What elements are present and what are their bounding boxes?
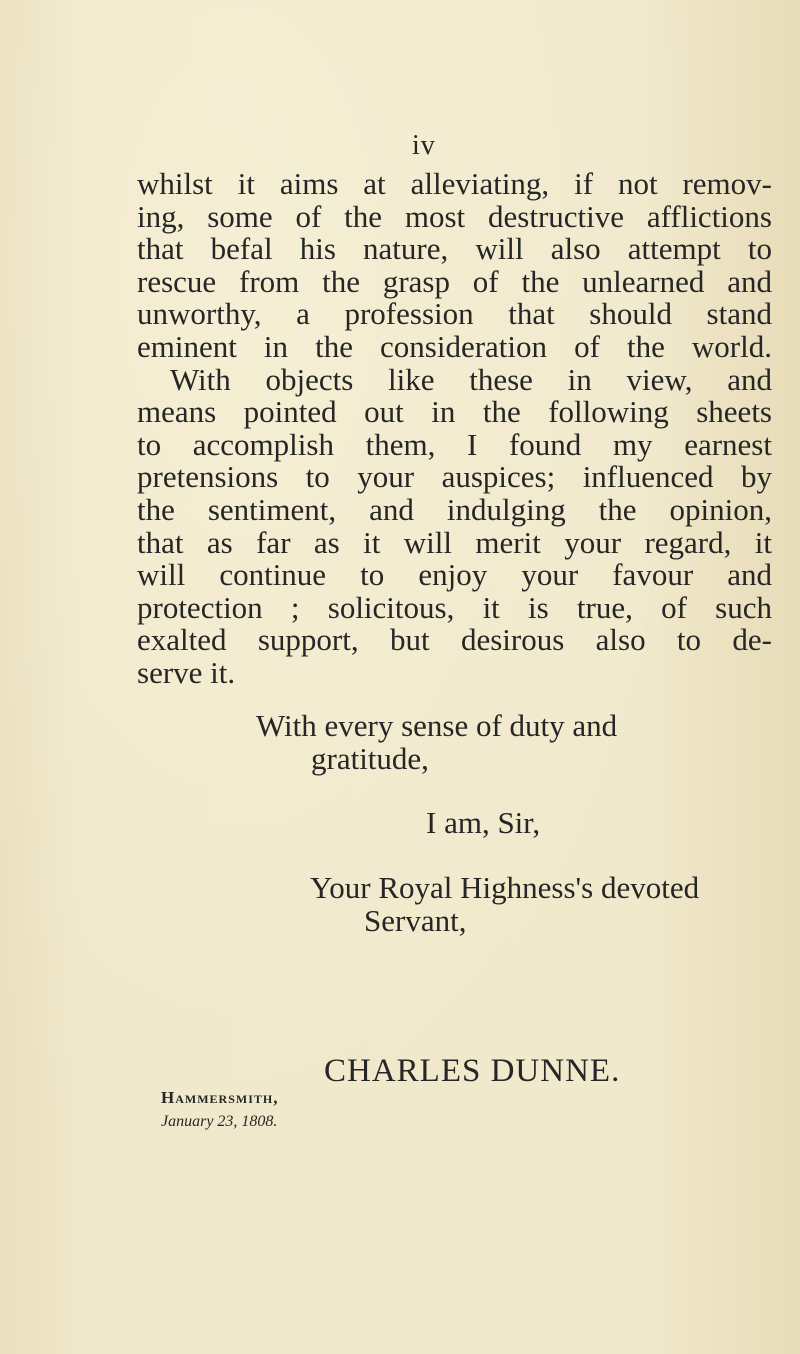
text-line: that befal his nature, will also attempt to — [137, 231, 772, 267]
place-line: Hammersmith, — [161, 1088, 279, 1107]
body-paragraph — [137, 168, 772, 690]
text-line: eminent in the consideration of the world. — [137, 328, 772, 364]
text-line: ing, some of the most destructive afflictions — [137, 198, 772, 234]
closing-line: gratitude, — [311, 741, 429, 776]
text-line: that as far as it will merit your regard, it — [137, 524, 772, 560]
signature: CHARLES DUNNE. — [324, 1053, 621, 1089]
text-line: unworthy, a profession that should stand — [137, 296, 772, 332]
closing-line: Servant, — [364, 903, 467, 938]
text-line: protection ; solicitous, it is true, of such — [137, 589, 772, 625]
text-line: exalted support, but desirous also to de- — [137, 622, 772, 658]
date-line: January 23, 1808. — [161, 1113, 278, 1130]
text-line: to accomplish them, I found my earnest — [137, 426, 772, 462]
text-line: will continue to enjoy your favour and — [137, 557, 772, 593]
text-line: With objects like these in view, and — [170, 361, 772, 397]
text-line: the sentiment, and indulging the opinion, — [137, 491, 772, 527]
text-line: pretensions to your auspices; influenced by — [137, 459, 772, 495]
closing-line: Your Royal Highness's devoted — [310, 870, 700, 905]
text-line: serve it. — [137, 654, 236, 690]
text-line: rescue from the grasp of the unlearned and — [137, 263, 772, 299]
closing-line: I am, Sir, — [426, 805, 541, 840]
page-number: iv — [412, 130, 436, 161]
text-line: means pointed out in the following sheets — [137, 394, 772, 430]
text-line: whilst it aims at alleviating, if not remov- — [137, 166, 772, 201]
closing-line: With every sense of duty and — [256, 708, 618, 743]
